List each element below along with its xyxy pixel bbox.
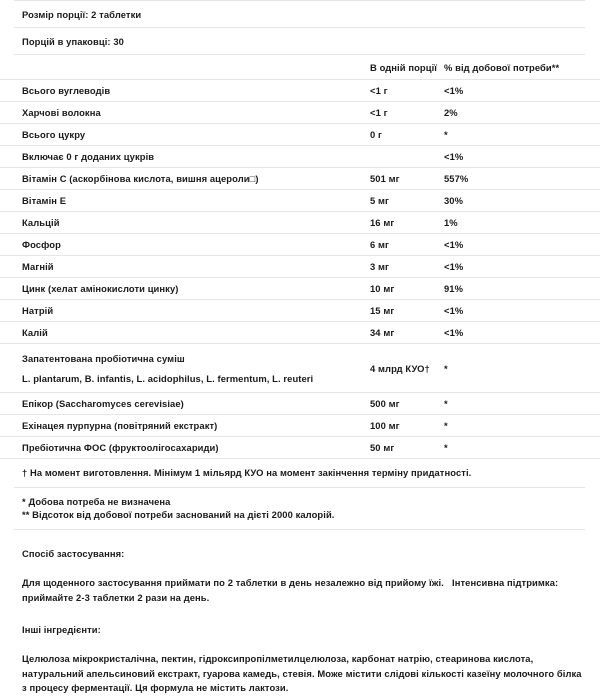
table-row <box>0 124 600 146</box>
nutrient-name-cell: Включає 0 г доданих цукрів <box>0 146 370 168</box>
table-row <box>0 168 600 190</box>
daily-value-cell: * <box>438 437 600 459</box>
table-row <box>0 80 600 102</box>
daily-value-cell: * <box>438 415 600 437</box>
table-row <box>0 234 600 256</box>
amount-per-serving-cell: 5 мг <box>370 190 438 212</box>
daily-value-cell: 91% <box>438 278 600 300</box>
amount-per-serving-cell: 3 мг <box>370 256 438 278</box>
daily-value-cell: <1% <box>438 234 600 256</box>
amount-per-serving-cell <box>370 146 438 168</box>
other-ingredients-body: Целюлоза мікрокристалічна, пектин, гідроксипропілметилцелюлоза, карбонат натрію, стеаринова кислота, натуральний апельсиновий екстракт, гуарова камедь, стевія. Може містити слідові кількості казеїну молочного білка з процесу ферментації. Ця формула не містить лактози. <box>22 653 582 694</box>
table-row <box>0 190 600 212</box>
divider <box>14 529 585 530</box>
column-header-daily-value: % від добової потреби** <box>438 55 600 80</box>
usage-body <box>0 576 600 605</box>
amount-per-serving-cell: 0 г <box>370 124 438 146</box>
table-header-row <box>0 55 600 80</box>
dagger-footnote <box>0 459 600 487</box>
dagger-footnote-text: † На момент виготовлення. Мінімум 1 мільярд КУО на момент закінчення терміну придатності. <box>22 467 472 478</box>
table-row <box>0 322 600 344</box>
amount-per-serving-cell: 15 мг <box>370 300 438 322</box>
usage-daily-text: Для щоденного застосування приймати по 2 таблетки в день незалежно від прийому їжі. <box>22 577 444 589</box>
nutrient-name-cell: Пребіотична ФОС (фруктоолігосахариди) <box>0 437 370 459</box>
other-ingredients-heading: Інші інгредієнти: <box>22 623 101 635</box>
double-asterisk-footnote-text: ** Відсоток від добової потреби заснований на дієті 2000 калорій. <box>22 509 335 521</box>
amount-per-serving-cell: 50 мг <box>370 437 438 459</box>
usage-gap <box>444 577 452 588</box>
nutrient-name-cell: Фосфор <box>0 234 370 256</box>
serving-size-row <box>0 1 600 27</box>
nutrient-name-cell: Цинк (хелат амінокислоти цинку) <box>0 278 370 300</box>
nutrient-name-cell: Епікор (Saccharomyces cerevisiae) <box>0 393 370 415</box>
daily-value-cell: 30% <box>438 190 600 212</box>
amount-per-serving-cell: 501 мг <box>370 168 438 190</box>
nutrient-name-cell: Харчові волокна <box>0 102 370 124</box>
table-row <box>0 102 600 124</box>
daily-value-cell: 2% <box>438 102 600 124</box>
nutrient-name-cell <box>0 344 370 393</box>
amount-per-serving-cell: 10 мг <box>370 278 438 300</box>
daily-value-cell: * <box>438 393 600 415</box>
table-row <box>0 300 600 322</box>
daily-value-cell: <1% <box>438 256 600 278</box>
servings-per-container-row <box>0 28 600 54</box>
daily-value-cell: <1% <box>438 322 600 344</box>
daily-value-cell: * <box>438 344 600 393</box>
table-row <box>0 393 600 415</box>
nutrient-name-cell: Вітамін C (аскорбінова кислота, вишня ацероли□) <box>0 168 370 190</box>
daily-value-cell: <1% <box>438 300 600 322</box>
column-header-amount-per-serving: В одній порції <box>370 55 438 80</box>
usage-intensive-text: Інтенсивна підтримка: приймайте 2-3 таблетки 2 рази на день. <box>22 577 559 604</box>
nutrition-facts-table <box>0 55 600 459</box>
nutrient-name-cell: Калій <box>0 322 370 344</box>
nutrient-name-cell: Ехінацея пурпурна (повітряний екстракт) <box>0 415 370 437</box>
table-row <box>0 415 600 437</box>
daily-value-cell: * <box>438 124 600 146</box>
amount-per-serving-cell: 6 мг <box>370 234 438 256</box>
nutrient-name-cell: Магній <box>0 256 370 278</box>
nutrient-name-cell: Всього цукру <box>0 124 370 146</box>
nutrient-name-cell: Натрій <box>0 300 370 322</box>
table-row <box>0 437 600 459</box>
daily-value-cell: <1% <box>438 146 600 168</box>
amount-per-serving-cell: 500 мг <box>370 393 438 415</box>
table-row <box>0 278 600 300</box>
column-header-nutrient <box>0 55 370 80</box>
usage-heading: Спосіб застосування: <box>22 547 125 559</box>
nutrient-name-cell: Кальцій <box>0 212 370 234</box>
daily-value-cell: 557% <box>438 168 600 190</box>
blend-strains: L. plantarum, B. infantis, L. acidophilus, L. fermentum, L. reuteri <box>22 372 314 384</box>
amount-per-serving-cell: 34 мг <box>370 322 438 344</box>
amount-per-serving-cell: 100 мг <box>370 415 438 437</box>
serving-size-label: Розмір порції: 2 таблетки <box>22 8 142 20</box>
nutrient-name-cell: Всього вуглеводів <box>0 80 370 102</box>
asterisk-footnotes <box>0 488 600 529</box>
blend-name: Запатентована пробіотична суміш <box>22 352 185 364</box>
daily-value-cell: 1% <box>438 212 600 234</box>
table-head <box>0 55 600 80</box>
table-row <box>0 256 600 278</box>
asterisk-footnote-text: * Добова потреба не визначена <box>22 495 171 507</box>
daily-value-cell: <1% <box>438 80 600 102</box>
servings-per-container-label: Порцій в упаковці: 30 <box>22 35 124 47</box>
table-row <box>0 344 600 393</box>
amount-per-serving-cell: 16 мг <box>370 212 438 234</box>
table-row <box>0 212 600 234</box>
nutrient-name-cell: Вітамін E <box>0 190 370 212</box>
table-row <box>0 146 600 168</box>
amount-per-serving-cell: 4 млрд КУО† <box>370 344 438 393</box>
table-body <box>0 80 600 459</box>
amount-per-serving-cell: <1 г <box>370 80 438 102</box>
amount-per-serving-cell: <1 г <box>370 102 438 124</box>
